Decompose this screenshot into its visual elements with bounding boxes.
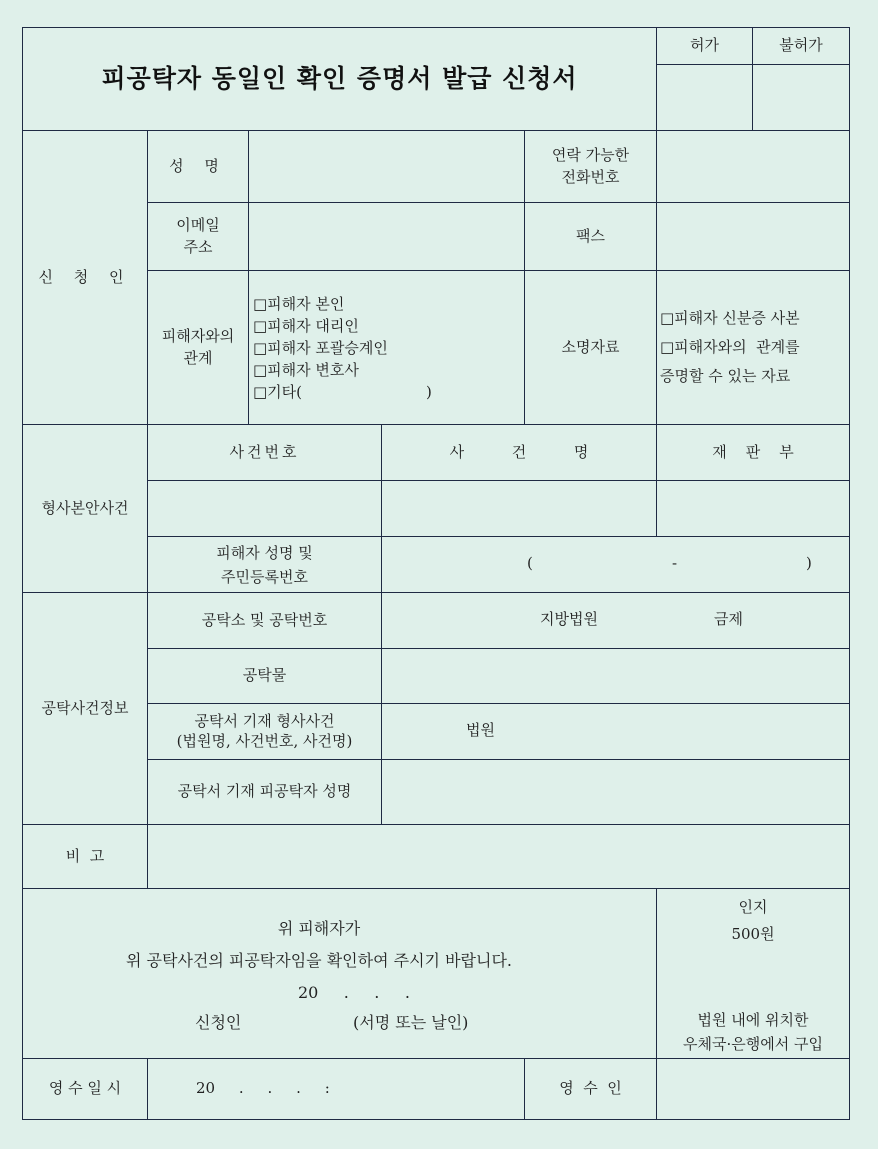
stamp-amount: 500원 — [731, 925, 775, 943]
relation-options — [248, 270, 525, 425]
receipt-date-label: 영 수 일 시 — [22, 1058, 148, 1120]
evidence-label: 소명자료 — [524, 270, 657, 425]
court-division-field[interactable] — [656, 480, 850, 537]
permit-label: 허가 — [656, 27, 753, 65]
deposit-case-court: 법원 — [466, 721, 495, 739]
court-division-label: 재 판 부 — [656, 424, 850, 481]
receipt-date-value: 20 . . . : — [196, 1079, 330, 1098]
email-label-line2: 주소 — [183, 237, 213, 256]
form-title: 피공탁자 동일인 확인 증명서 발급 신청서 — [22, 27, 657, 131]
phone-label — [524, 130, 657, 203]
evidence-option-relation[interactable]: □피해자와의 관계를 — [660, 338, 800, 356]
deposit-item-field[interactable] — [381, 648, 850, 704]
declaration-line2: 위 공탁사건의 피공탁자임을 확인하여 주시기 바랍니다. — [125, 951, 512, 970]
deposit-office-field[interactable] — [381, 592, 850, 649]
evidence-option-id[interactable]: □피해자 신분증 사본 — [660, 309, 800, 327]
deposit-case-label-line1: 공탁서 기재 형사사건 — [194, 712, 335, 730]
relation-option-successor[interactable]: □피해자 포괄승계인 — [253, 338, 388, 357]
email-field[interactable] — [248, 202, 525, 271]
rrn-close: ) — [806, 554, 812, 572]
name-label: 성 명 — [147, 130, 249, 203]
case-number-field[interactable] — [147, 480, 382, 537]
permit-box[interactable] — [656, 64, 753, 131]
depositee-field[interactable] — [381, 759, 850, 825]
rrn-open: ( — [527, 554, 533, 572]
case-name-field[interactable] — [381, 480, 657, 537]
relation-label — [147, 270, 249, 425]
depositee-label: 공탁서 기재 피공탁자 성명 — [147, 759, 382, 825]
remarks-field[interactable] — [147, 824, 850, 889]
deposit-office-label: 공탁소 및 공탁번호 — [147, 592, 382, 649]
case-name-label: 사 건 명 — [381, 424, 657, 481]
relation-label-line2: 관계 — [183, 348, 213, 367]
remarks-label: 비 고 — [22, 824, 148, 889]
receiver-label: 영 수 인 — [524, 1058, 657, 1120]
deny-box[interactable] — [752, 64, 850, 131]
applicant-section-label: 신 청 인 — [22, 130, 148, 425]
victim-field[interactable] — [381, 536, 850, 593]
evidence-options — [656, 270, 850, 425]
declaration-line1: 위 피해자가 — [277, 919, 361, 938]
declaration-box — [22, 888, 657, 1059]
case-number-label: 사건번호 — [147, 424, 382, 481]
court-suffix: 지방법원 — [540, 610, 598, 628]
fax-label: 팩스 — [524, 202, 657, 271]
deny-label: 불허가 — [752, 27, 850, 65]
relation-option-agent[interactable]: □피해자 대리인 — [253, 316, 359, 335]
relation-option-other[interactable]: □기타( ) — [253, 382, 432, 401]
email-label-line1: 이메일 — [176, 215, 220, 234]
stamp-note-1: 법원 내에 위치한 — [697, 1011, 809, 1029]
victim-label-line1: 피해자 성명 및 — [216, 543, 313, 562]
deposit-item-label: 공탁물 — [147, 648, 382, 704]
rrn-dash: - — [672, 554, 678, 572]
deposit-case-label — [147, 703, 382, 760]
relation-option-lawyer[interactable]: □피해자 변호사 — [253, 360, 359, 379]
email-label — [147, 202, 249, 271]
victim-label — [147, 536, 382, 593]
stamp-label: 인지 — [738, 898, 768, 916]
sign-note[interactable]: (서명 또는 날인) — [353, 1013, 469, 1032]
stamp-box — [656, 888, 850, 1059]
criminal-section-label: 형사본안사건 — [22, 424, 148, 593]
phone-field[interactable] — [656, 130, 850, 203]
deposit-case-field[interactable] — [381, 703, 850, 760]
relation-option-self[interactable]: □피해자 본인 — [253, 294, 345, 313]
fax-field[interactable] — [656, 202, 850, 271]
declaration-date[interactable]: 20 . . . — [298, 983, 410, 1002]
signer-label: 신청인 — [195, 1013, 242, 1032]
relation-label-line1: 피해자와의 — [161, 326, 235, 345]
phone-label-line1: 연락 가능한 — [551, 145, 630, 164]
evidence-option-relation-cont: 증명할 수 있는 자료 — [660, 367, 791, 385]
phone-label-line2: 전화번호 — [561, 167, 620, 186]
receipt-date-field[interactable] — [147, 1058, 525, 1120]
deposit-section-label: 공탁사건정보 — [22, 592, 148, 825]
deposit-suffix: 금제 — [714, 610, 743, 628]
victim-label-line2: 주민등록번호 — [221, 567, 308, 586]
stamp-note-2: 우체국·은행에서 구입 — [683, 1035, 823, 1053]
deposit-case-label-line2: (법원명, 사건번호, 사건명) — [176, 731, 353, 750]
receiver-field[interactable] — [656, 1058, 850, 1120]
name-field[interactable] — [248, 130, 525, 203]
